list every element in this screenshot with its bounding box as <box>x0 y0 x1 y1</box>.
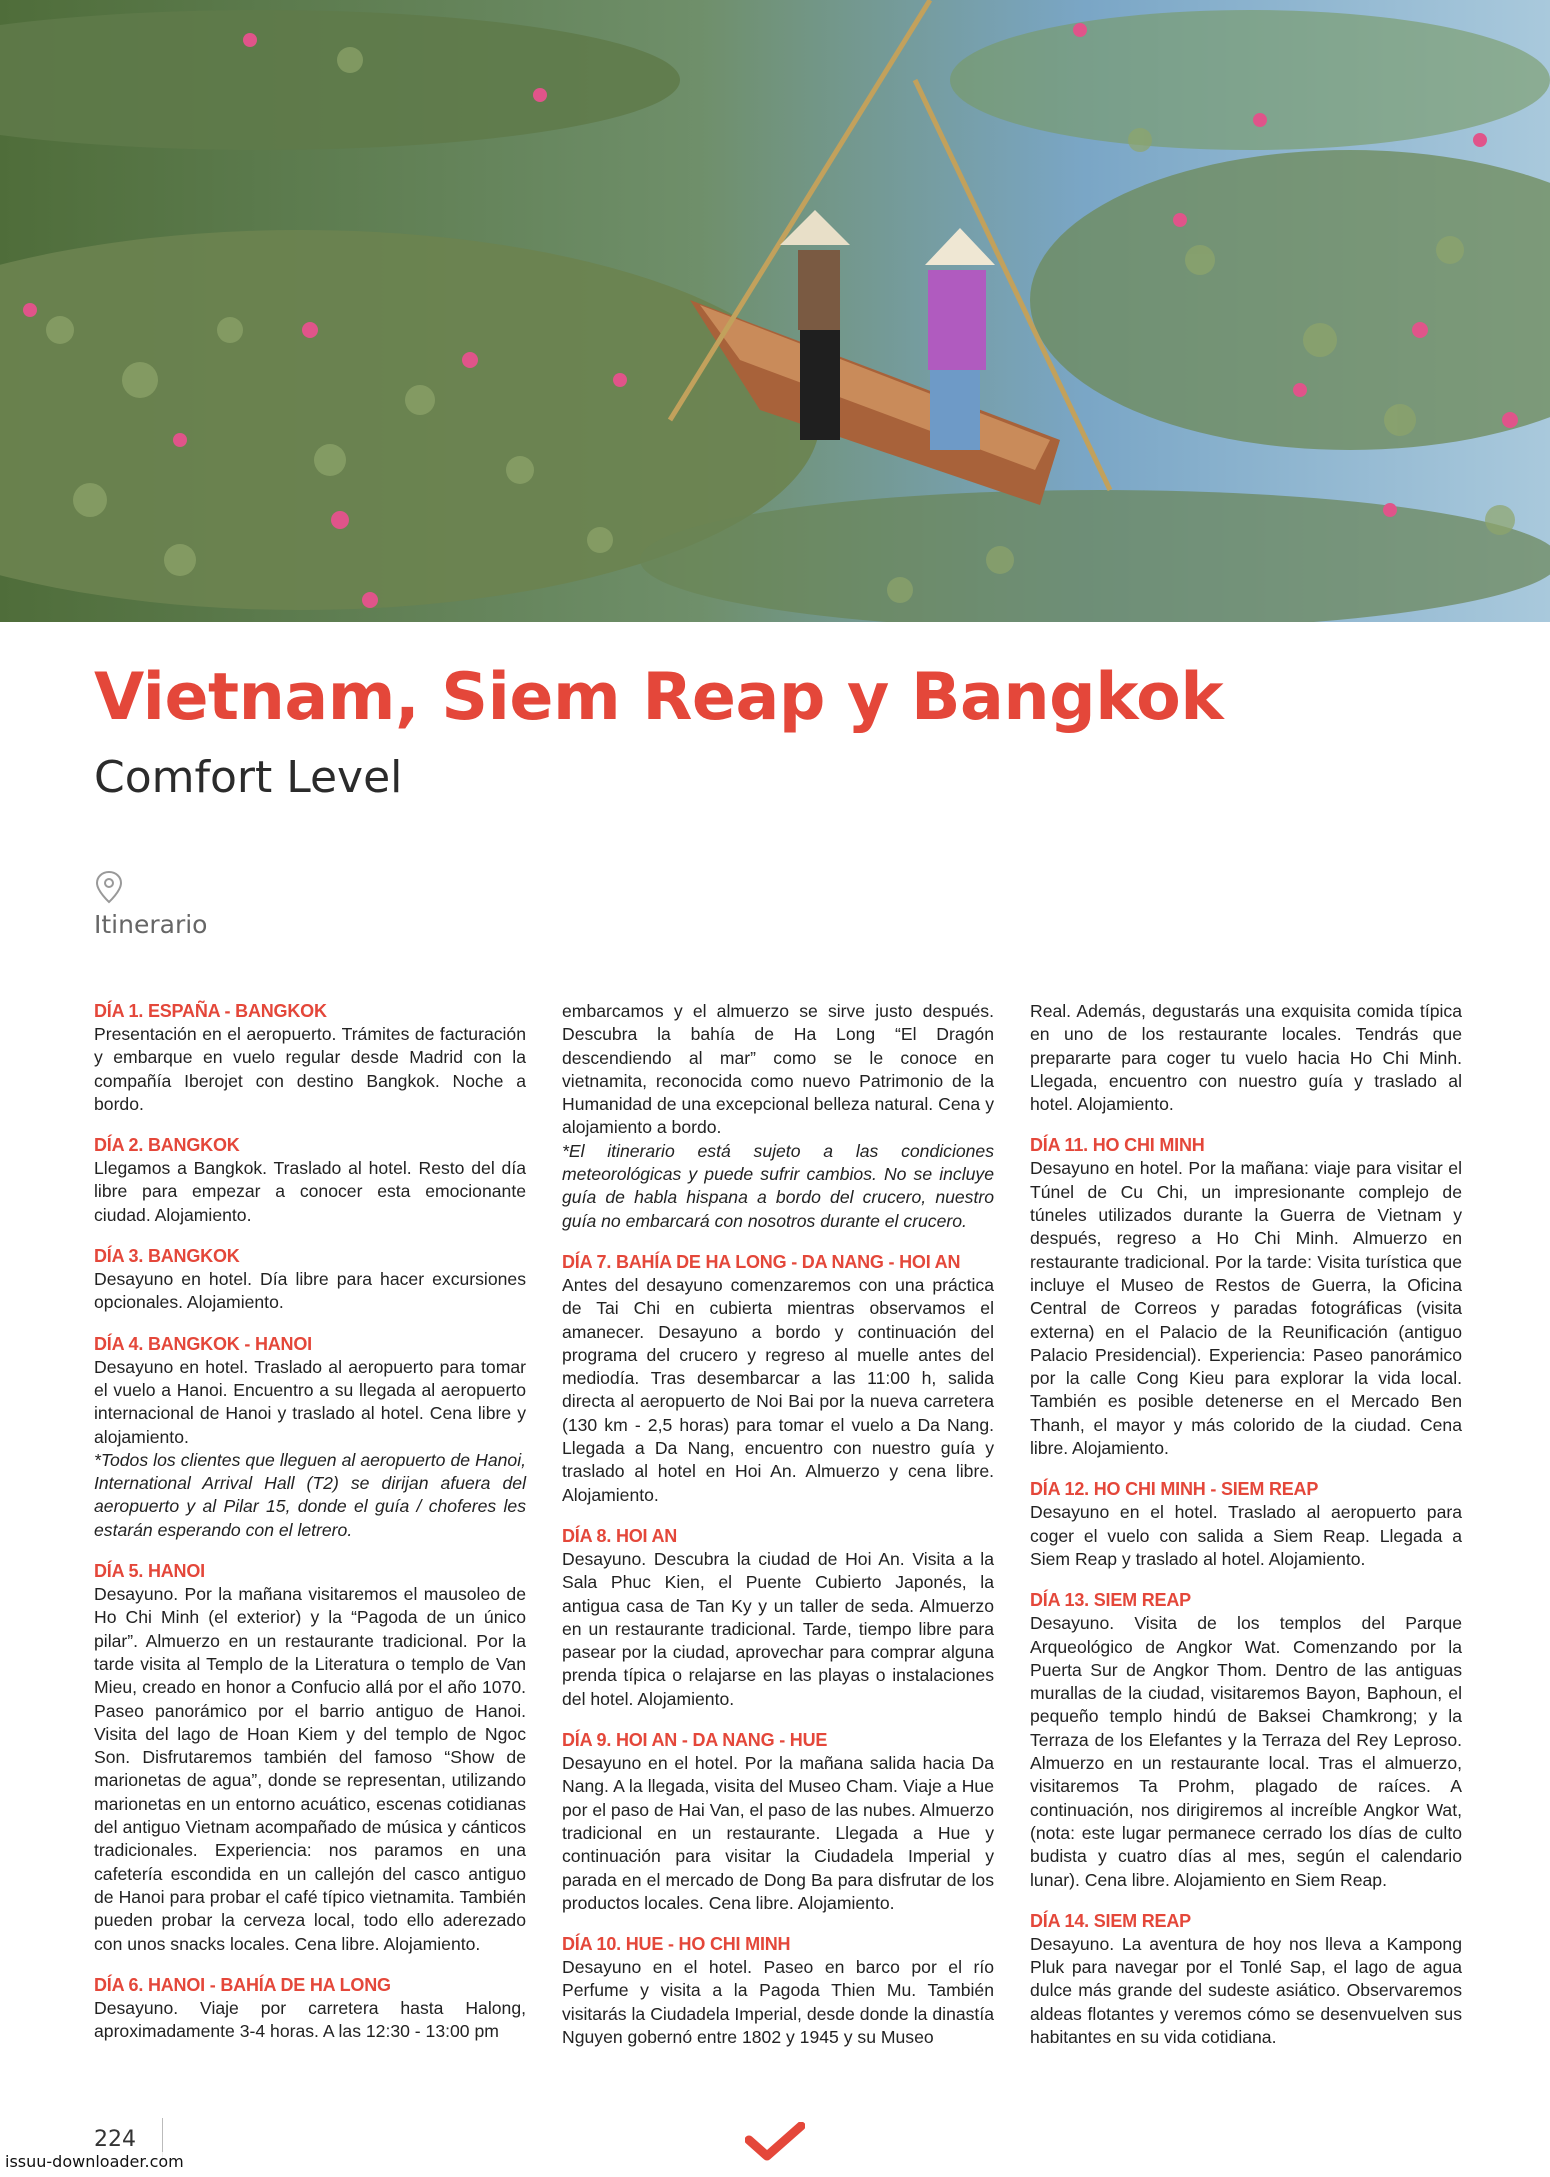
page-number: 224 <box>94 2127 136 2152</box>
day-11 <box>1030 1134 1462 1460</box>
day-10 <box>562 1933 994 2049</box>
day-body: Desayuno en hotel. Día libre para hacer excursiones opcionales. Alojamiento. <box>94 1269 526 1313</box>
day-1 <box>94 1000 526 1116</box>
day-body: Desayuno. Descubra la ciudad de Hoi An. Visita a la Sala Phuc Kien, el Puente Cubierto Japonés, la antigua casa de Tan Ky y un taller de seda. Almuerzo en un restaurante tradicional. Tarde, tiempo libre para pasear por la ciudad, aprovechar para comprar alguna prenda típica o relajarse en las playas o instalaciones del hotel. Alojamiento. <box>562 1548 994 1709</box>
day-heading: DÍA 8. HOI AN <box>562 1525 678 1546</box>
day-heading: DÍA 2. BANGKOK <box>94 1135 240 1156</box>
day-heading: DÍA 1. ESPAÑA - BANGKOK <box>94 1001 327 1021</box>
day-8 <box>562 1525 994 1711</box>
itinerary-column-2 <box>562 1000 994 2067</box>
day-12 <box>1030 1478 1462 1571</box>
day-body: Desayuno. La aventura de hoy nos lleva a Kampong Pluk para navegar por el Tonlé Sap, el lago de agua dulce más grande del sudeste asiático. Observaremos aldeas flotantes y veremos cómo se desenvuelven sus habitantes en su vida cotidiana. <box>1030 1933 1462 2047</box>
itinerary-column-3 <box>1030 1000 1462 2067</box>
day-9 <box>562 1729 994 1915</box>
day-heading: DÍA 13. SIEM REAP <box>1030 1590 1191 1611</box>
day-14 <box>1030 1910 1462 2049</box>
hero-illustration <box>0 0 1550 622</box>
day-body: Presentación en el aeropuerto. Trámites de facturación y embarque en vuelo regular desde Madrid con la compañía Iberojet con destino Bangkok. Noche a bordo. <box>94 1024 526 1114</box>
day-body: Desayuno. Visita de los templos del Parque Arqueológico de Angkor Wat. Comenzando por la Puerta Sur de Angkor Thom. Dentro de las antiguas murallas de la ciudad, visitaremos Bayon, Baphoun, el pequeño templo hindú de Baksei Chamkrong; y la Terraza de los Elefantes y la Terraza del Rey Leproso. Almuerzo en un restaurante local. Tras el almuerzo, visitaremos Ta Prohm, plagado de raíces. A continuación, nos dirigiremos al increíble Angkor Wat, (nota: este lugar permanece cerrado los días de culto budista y cuatro días al mes, según el calendario lunar). Cena libre. Alojamiento en Siem Reap. <box>1030 1613 1462 1890</box>
day-body: Desayuno en hotel. Por la mañana: viaje para visitar el Túnel de Cu Chi, un impresionante complejo de túneles utilizados durante la Guerra de Vietnam y después, regreso a Ho Chi Minh. Almuerzo en restaurante tradicional. Por la tarde: Visita turística que incluye el Museo de Restos de Guerra, la Oficina Central de Correos y paradas fotográficas (visita externa) en el Palacio de la Reunificación (antiguo Palacio Presidencial). Experiencia: Paseo panorámico por la calle Cong Kieu para explorar la vida local. También es posible detenerse en el Mercado Ben Thanh, el mayor y más colorido de la ciudad. Cena libre. Alojamiento. <box>1030 1158 1462 1459</box>
page-subtitle: Comfort Level <box>94 752 403 803</box>
map-pin-icon <box>94 870 124 904</box>
day-heading: DÍA 5. HANOI <box>94 1561 205 1582</box>
day-3 <box>94 1245 526 1315</box>
watermark-text: issuu-downloader.com <box>2 2152 187 2171</box>
day-body: Llegamos a Bangkok. Traslado al hotel. Resto del día libre para empezar a conocer esta emocionante ciudad. Alojamiento. <box>94 1158 526 1225</box>
day-2 <box>94 1134 526 1227</box>
day-heading: DÍA 14. SIEM REAP <box>1030 1910 1191 1931</box>
day-body: Desayuno en el hotel. Traslado al aeropuerto para coger el vuelo con salida a Siem Reap. Llegada a Siem Reap y traslado al hotel. Alojamiento. <box>1030 1502 1462 1569</box>
day-note: *El itinerario está sujeto a las condiciones meteorológicas y puede sufrir cambios. No se incluye guía de habla hispana a bordo del crucero, nuestro guía no embarcará con nosotros durante el crucero. <box>562 1140 994 1231</box>
hero-photo-lotus-lake-boat <box>0 0 1550 622</box>
day-body: Real. Además, degustarás una exquisita comida típica en uno de los restaurante locales. Tendrás que prepararte para coger tu vuelo hacia Ho Chi Minh. Llegada, encuentro con nuestro guía y traslado al hotel. Alojamiento. <box>1030 1001 1462 1115</box>
page-title: Vietnam, Siem Reap y Bangkok <box>94 660 1224 735</box>
day-note: *Todos los clientes que lleguen al aeropuerto de Hanoi, International Arrival Hall (T2) se dirijan afuera del aeropuerto y al Pilar 15, donde el guía / choferes les estarán esperando con el letrero. <box>94 1449 526 1540</box>
day-body: Desayuno en el hotel. Por la mañana salida hacia Da Nang. A la llegada, visita del Museo Cham. Viaje a Hue por el paso de Hai Van, el paso de las nubes. Almuerzo tradicional en un restaurante. Llegada a Hue y continuación para visitar la Ciudadela Imperial y parada en el mercado de Dong Ba para disfrutar de los productos locales. Cena libre. Alojamiento. <box>562 1753 994 1913</box>
checkmark-logo-icon <box>745 2122 805 2162</box>
day-heading: DÍA 12. HO CHI MINH - SIEM REAP <box>1030 1479 1319 1500</box>
day-body: Antes del desayuno comenzaremos con una práctica de Tai Chi en cubierta mientras observamos el amanecer. Desayuno a bordo y continuación del programa del crucero y regreso al muelle antes del mediodía. Tras desembarcar a las 11:00 h, salida directa al aeropuerto de Noi Bai por la nueva carretera (130 km - 2,5 horas) para tomar el vuelo a Da Nang. Llegada a Da Nang, encuentro con nuestro guía y traslado al hotel en Hoi An. Almuerzo y cena libre. Alojamiento. <box>562 1274 994 1505</box>
day-6-continued <box>562 1000 994 1233</box>
day-body: embarcamos y el almuerzo se sirve justo después. Descubra la bahía de Ha Long “El Dragón descendiendo al mar” como se le conoce en vietnamita, reconocida como nuevo Patrimonio de la Humanidad de una excepcional belleza natural. Cena y alojamiento a bordo. <box>562 1001 994 1138</box>
day-heading: DÍA 9. HOI AN - DA NANG - HUE <box>562 1730 828 1751</box>
itinerary-column-1 <box>94 1000 526 2061</box>
day-5 <box>94 1560 526 1956</box>
day-4 <box>94 1333 526 1542</box>
day-heading: DÍA 7. BAHÍA DE HA LONG - DA NANG - HOI AN <box>562 1251 961 1272</box>
day-7 <box>562 1251 994 1507</box>
day-body: Desayuno. Viaje por carretera hasta Halong, aproximadamente 3-4 horas. A las 12:30 - 13:00 pm <box>94 1997 526 2042</box>
day-10-continued <box>1030 1000 1462 1116</box>
day-13 <box>1030 1589 1462 1892</box>
day-heading: DÍA 6. HANOI - BAHÍA DE HA LONG <box>94 1974 391 1995</box>
day-body: Desayuno. Por la mañana visitaremos el mausoleo de Ho Chi Minh (el exterior) y la “Pagoda de un único pilar”. Almuerzo en un restaurante tradicional. Por la tarde visita al Templo de la Literatura o templo de Van Mieu, creado en honor a Confucio allá por el año 1070. Paseo panorámico por el barrio antiguo de Hanoi. Visita del lago de Hoan Kiem y del templo de Ngoc Son. Disfrutaremos también del famoso “Show de marionetas de agua”, donde se representan, utilizando marionetas en un entorno acuático, escenas cotidianas del antiguo Vietnam acompañado de música y cánticos tradicionales. Experiencia: nos paramos en una cafetería escondida en un callejón del casco antiguo de Hanoi para probar el café típico vietnamita. También pueden probar la cerveza local, todo ello aderezado con unos snacks locales. Cena libre. Alojamiento. <box>94 1584 526 1954</box>
day-6 <box>94 1974 526 2044</box>
day-heading: DÍA 3. BANGKOK <box>94 1246 240 1267</box>
day-body: Desayuno en el hotel. Paseo en barco por el río Perfume y visita a la Pagoda Thien Mu. También visitarás la Ciudadela Imperial, desde donde la dinastía Nguyen gobernó entre 1802 y 1945 y su Museo <box>562 1957 994 2047</box>
day-heading: DÍA 4. BANGKOK - HANOI <box>94 1333 312 1354</box>
day-heading: DÍA 11. HO CHI MINH <box>1030 1135 1205 1156</box>
day-body: Desayuno en hotel. Traslado al aeropuerto para tomar el vuelo a Hanoi. Encuentro a su llegada al aeropuerto internacional de Hanoi y traslado al hotel. Cena libre y alojamiento. <box>94 1356 526 1447</box>
itinerary-label: Itinerario <box>94 910 208 939</box>
day-heading: DÍA 10. HUE - HO CHI MINH <box>562 1934 791 1955</box>
